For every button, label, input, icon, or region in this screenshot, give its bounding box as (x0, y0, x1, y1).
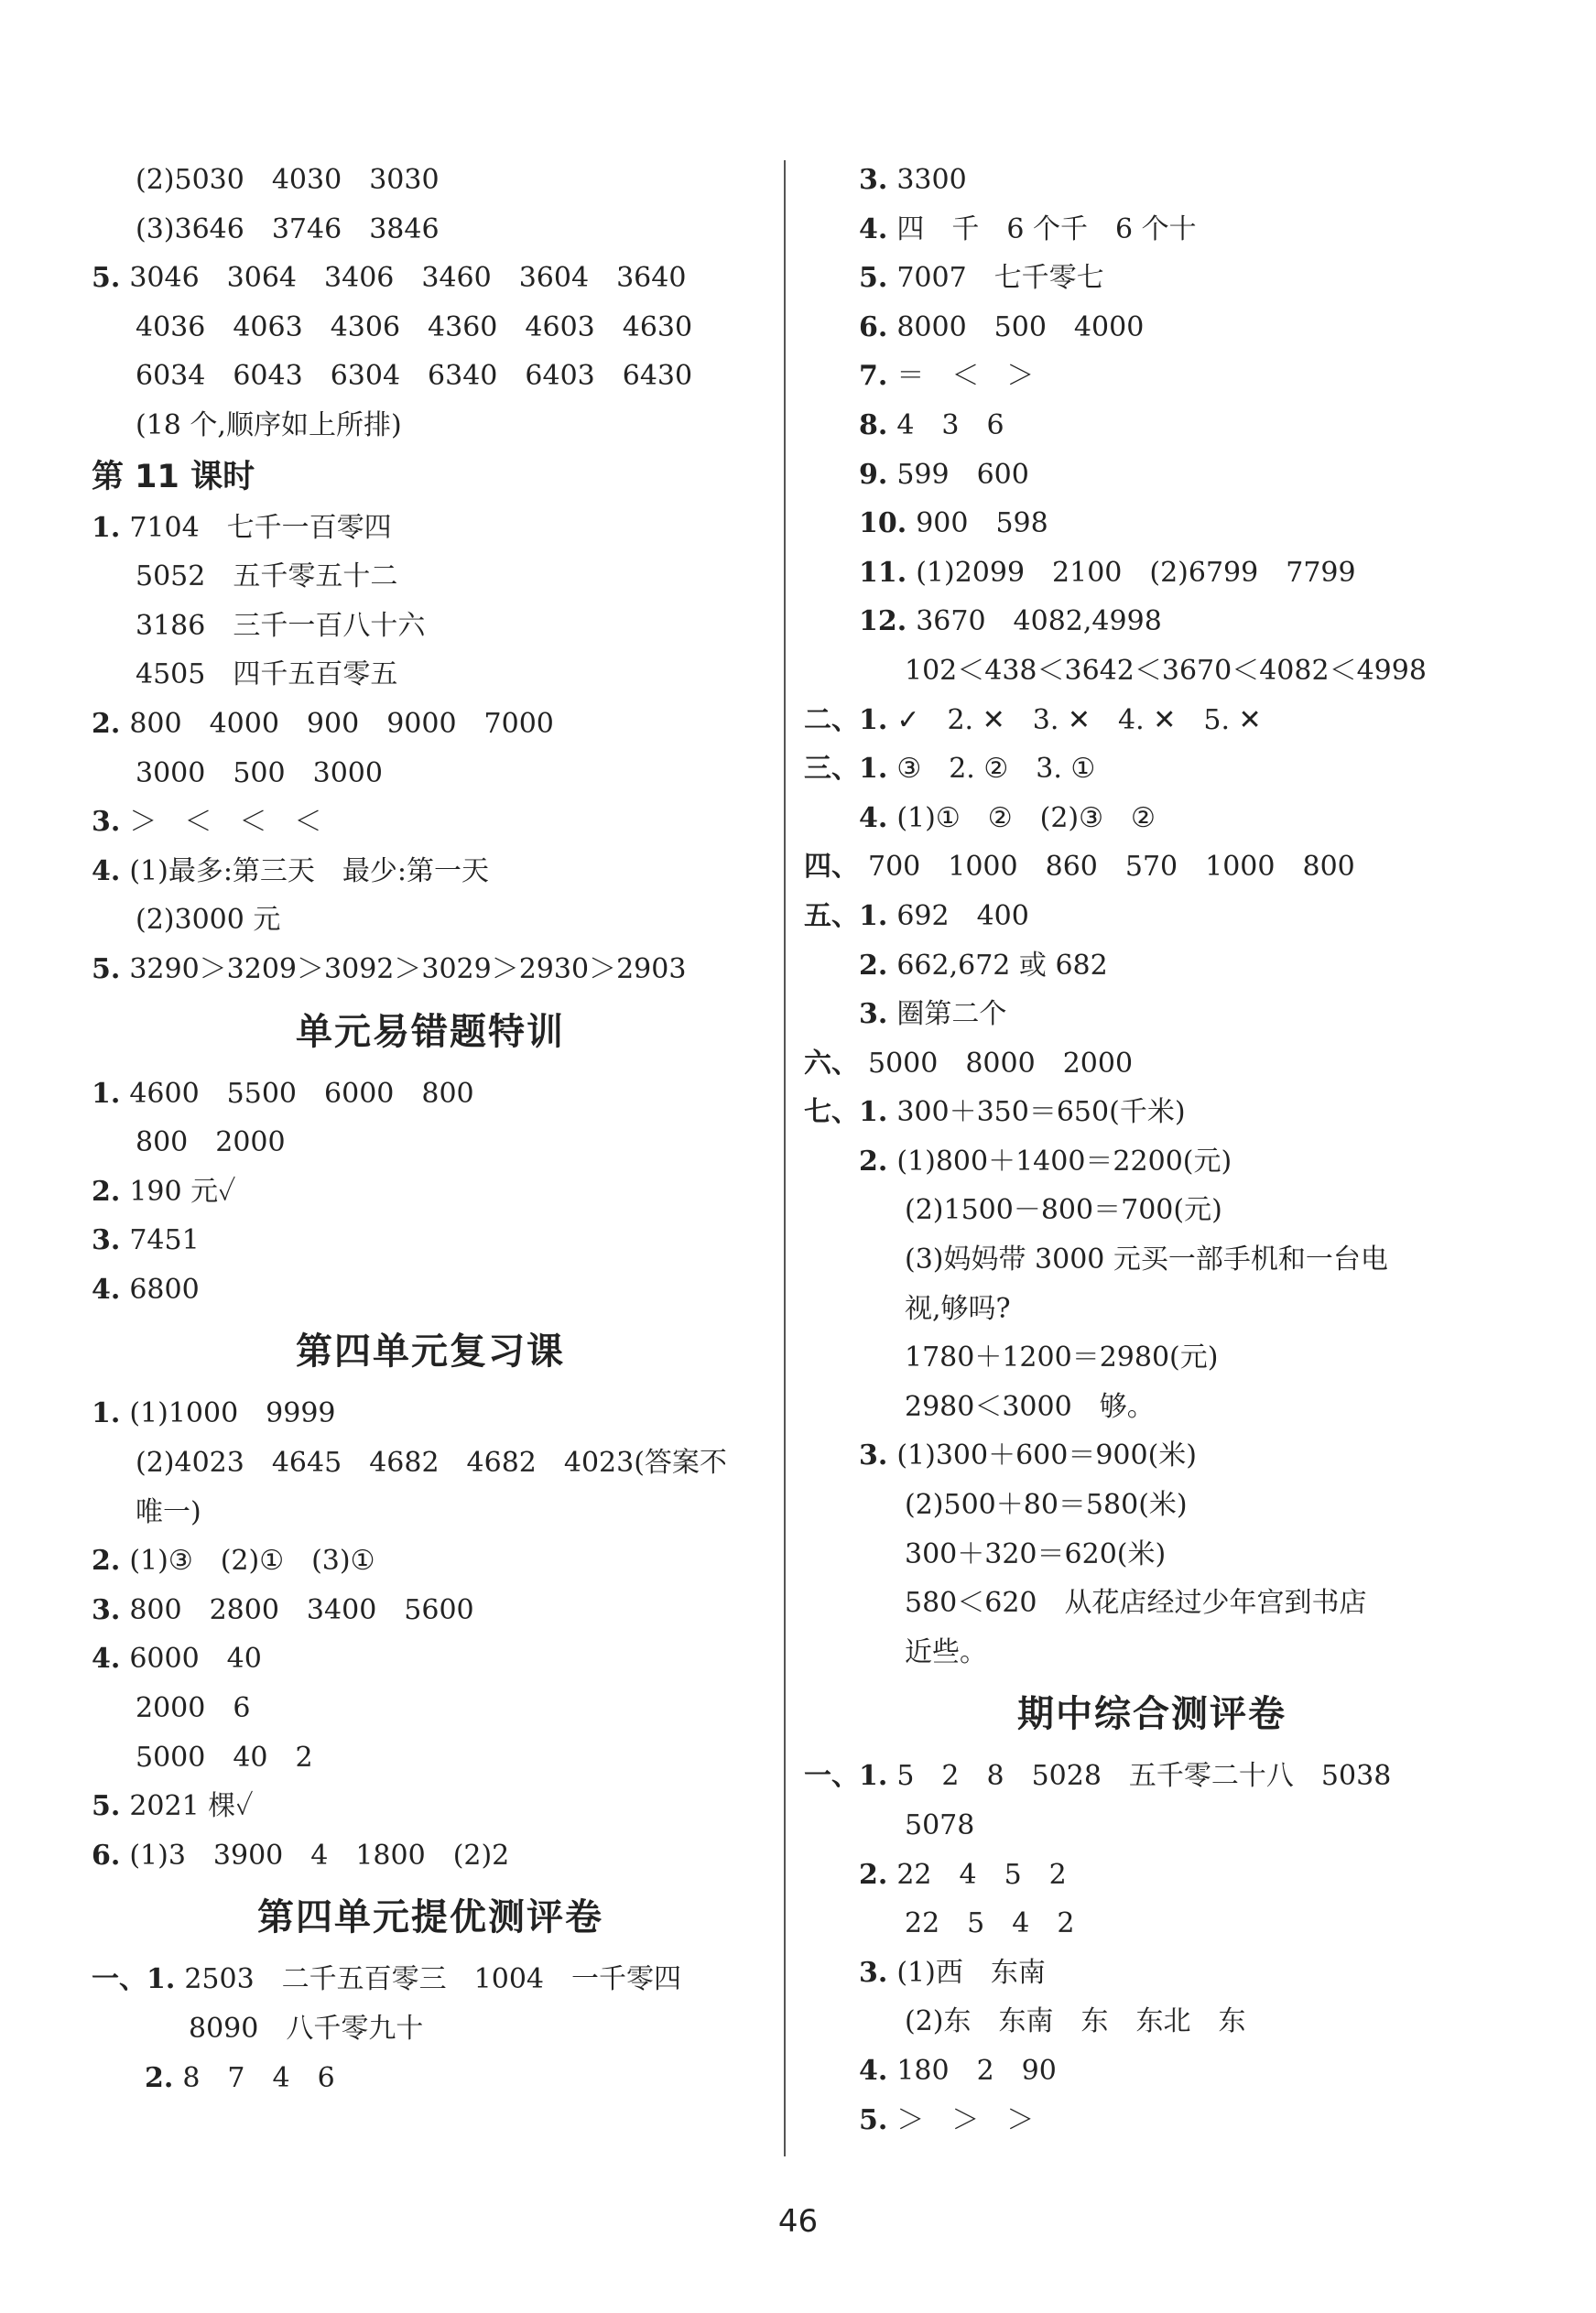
answer-line (804, 1186, 1500, 1235)
question-number: 8. (859, 408, 888, 441)
answer-line (92, 1955, 769, 2004)
answer-text: ＝ ＜ ＞ (896, 360, 1035, 393)
answer-text: 7451 (129, 1224, 200, 1257)
question-number: 6. (859, 310, 888, 343)
question-number: 4. (92, 854, 121, 887)
question-number: 10. (859, 507, 907, 540)
answer-line (92, 1782, 769, 1831)
answer-text: 7007 七千零七 (896, 262, 1104, 295)
answer-line (92, 2054, 769, 2103)
answer-line (92, 798, 769, 847)
answer-line (92, 1389, 769, 1439)
answer-text: 3670 4082,4998 (916, 605, 1162, 638)
answer-text: 2021 棵✓ (129, 1790, 254, 1823)
answer-text: (2)东 东南 东 东北 东 (905, 2005, 1246, 2038)
answer-text: (1)① ② (2)③ ② (896, 801, 1156, 834)
answer-text: 1780＋1200＝2980(元) (905, 1341, 1219, 1374)
answer-line (92, 749, 769, 798)
answer-text: 近些。 (905, 1635, 987, 1668)
question-number: 2. (92, 707, 121, 740)
answer-line (92, 401, 769, 451)
section-title: 期中综合测评卷 (1017, 1693, 1287, 1736)
answer-line (92, 1634, 769, 1684)
answer-line (804, 1039, 1500, 1089)
answer-text: 8000 500 4000 (896, 310, 1145, 343)
answer-line (92, 650, 769, 700)
question-number: 三、1. (804, 753, 888, 786)
answer-text: 900 598 (916, 507, 1048, 540)
answer-line (804, 794, 1500, 843)
answer-line (804, 2047, 1500, 2096)
answer-text: 800 4000 900 9000 7000 (129, 707, 554, 740)
question-number: 3. (859, 1439, 888, 1472)
answer-text: 8090 八千零九十 (189, 2013, 424, 2045)
answer-text: 180 2 90 (896, 2054, 1057, 2087)
answer-line (804, 1431, 1500, 1481)
question-number: 2. (92, 1175, 121, 1208)
question-number: 2. (859, 1858, 888, 1891)
question-number: 一、1. (804, 1760, 888, 1793)
answer-text: (1)③ (2)① (3)① (129, 1545, 375, 1578)
answer-text: (1)1000 9999 (129, 1397, 336, 1430)
answer-text: (2)500＋80＝580(米) (905, 1489, 1188, 1522)
answer-line (804, 1851, 1500, 1900)
question-number: 1. (92, 1397, 121, 1430)
question-number: 2. (859, 1145, 888, 1178)
question-number: 5. (92, 1790, 121, 1823)
answer-line (92, 352, 769, 401)
answer-text: 3186 三千一百八十六 (136, 609, 426, 642)
answer-line (804, 303, 1500, 353)
answer-text: 22 5 4 2 (905, 1907, 1075, 1940)
answer-text: ＞ ＞ ＞ (896, 2103, 1035, 2136)
answer-line (92, 945, 769, 994)
answer-text: (2)4023 4645 4682 4682 4023(答案不 (136, 1447, 727, 1480)
answer-text: 5 2 8 5028 五千零二十八 5038 (896, 1760, 1392, 1793)
answer-text: 唯一) (136, 1495, 201, 1528)
question-number: 3. (859, 1956, 888, 1989)
question-number: 4. (859, 801, 888, 834)
answer-text: 5078 (905, 1809, 975, 1841)
answer-text: (2)3000 元 (136, 904, 281, 937)
answer-text: (1)800＋1400＝2200(元) (896, 1145, 1232, 1178)
answer-text: (18 个,顺序如上所排) (136, 408, 402, 441)
answer-text: ③ 2. ② 3. ① (896, 753, 1096, 786)
question-number: 3. (92, 806, 121, 839)
question-number: 5. (859, 2103, 888, 2136)
answer-text: (3)妈妈带 3000 元买一部手机和一台电 (905, 1243, 1388, 1276)
answer-text: 3000 500 3000 (136, 756, 383, 789)
answer-line (804, 892, 1500, 941)
answer-line (804, 1899, 1500, 1949)
answer-line (804, 401, 1500, 451)
answer-text: 599 600 (896, 458, 1029, 491)
answer-text: 圈第二个 (896, 998, 1007, 1031)
question-number: 11. (859, 556, 907, 589)
answer-text: 800 2000 (136, 1126, 286, 1159)
answer-text: 580＜620 从花店经过少年宫到书店 (905, 1587, 1367, 1620)
answer-line (92, 2004, 769, 2054)
question-number: 1. (92, 1077, 121, 1110)
question-number: 3. (92, 1593, 121, 1626)
answer-line (92, 602, 769, 651)
question-number: 2. (145, 2061, 174, 2094)
answer-line (92, 254, 769, 303)
answer-text: 6034 6043 6304 6340 6403 6430 (136, 360, 693, 393)
answer-line (804, 1235, 1500, 1285)
question-number: 4. (92, 1643, 121, 1676)
answer-line (804, 1333, 1500, 1383)
answer-text: 300＋320＝620(米) (905, 1537, 1167, 1570)
question-number: 12. (859, 605, 907, 638)
answer-line (804, 696, 1500, 745)
answer-line (92, 1118, 769, 1167)
answer-line (804, 451, 1500, 500)
answer-line (92, 1265, 769, 1315)
answer-text: ✓ 2. ✕ 3. ✕ 4. ✕ 5. ✕ (896, 703, 1262, 736)
answer-text: 3300 (896, 164, 967, 196)
question-number: 3. (859, 998, 888, 1031)
answer-line (804, 744, 1500, 794)
answer-line (804, 1530, 1500, 1580)
answer-line (804, 205, 1500, 255)
answer-text: 4036 4063 4306 4360 4603 4630 (136, 310, 693, 343)
answer-text: 300＋350＝650(千米) (896, 1096, 1186, 1129)
answer-text: ＞ ＜ ＜ ＜ (129, 806, 322, 839)
answer-line (804, 1579, 1500, 1628)
answer-text: (3)3646 3746 3846 (136, 212, 440, 245)
answer-line (92, 700, 769, 749)
question-number: 7. (859, 360, 888, 393)
answer-text: (1)最多:第三天 最少:第一天 (129, 854, 490, 887)
answer-text: 4 3 6 (896, 408, 1004, 441)
answer-line (92, 847, 769, 896)
answer-line (92, 1216, 769, 1265)
answer-text: 3046 3064 3406 3460 3604 3640 (129, 262, 687, 295)
answer-text: 4505 四千五百零五 (136, 658, 398, 691)
answer-line (804, 1949, 1500, 1998)
answer-line (92, 1733, 769, 1783)
answer-line (92, 1070, 769, 1119)
question-number: 4. (859, 2054, 888, 2087)
question-number: 5. (859, 262, 888, 295)
answer-text: 8 7 4 6 (182, 2061, 335, 2094)
answer-text: 5052 五千零五十二 (136, 560, 398, 593)
question-number: 5. (92, 262, 121, 295)
answer-line (92, 1167, 769, 1217)
answer-line (804, 1137, 1500, 1187)
question-number: 五、1. (804, 899, 888, 932)
answer-line (804, 1383, 1500, 1432)
answer-line (92, 1831, 769, 1881)
answer-line (804, 842, 1500, 892)
answer-line (804, 646, 1500, 696)
answer-line (804, 1481, 1500, 1530)
question-number: 二、1. (804, 703, 888, 736)
answer-text: 22 4 5 2 (896, 1858, 1067, 1891)
answer-text: 7104 七千一百零四 (129, 511, 392, 544)
answer-line (804, 548, 1500, 598)
question-number: 3. (92, 1224, 121, 1257)
answer-line (92, 1586, 769, 1635)
answer-line (804, 499, 1500, 548)
right-column (804, 156, 1500, 2145)
lesson-heading: 第 11 课时 (92, 458, 255, 495)
answer-text: 3290＞3209＞3092＞3029＞2930＞2903 (129, 952, 687, 985)
answer-text: 2000 6 (136, 1692, 251, 1725)
answer-line (92, 1537, 769, 1586)
answer-line (804, 941, 1500, 991)
answer-text: (1)3 3900 4 1800 (2)2 (129, 1839, 510, 1872)
question-number: 3. (859, 164, 888, 196)
answer-line (92, 504, 769, 553)
answer-line (804, 1088, 1500, 1137)
question-number: 2. (92, 1545, 121, 1578)
question-number: 4. (92, 1273, 121, 1306)
answer-text: (2)5030 4030 3030 (136, 164, 440, 196)
question-number: 1. (92, 511, 121, 544)
answer-text: 662,672 或 682 (896, 949, 1108, 982)
answer-text: 102＜438＜3642＜3670＜4082＜4998 (905, 654, 1427, 687)
answer-line (804, 352, 1500, 401)
answer-text: 5000 40 2 (136, 1741, 313, 1774)
question-number: 七、1. (804, 1096, 888, 1129)
answer-line (92, 896, 769, 945)
section-title: 第四单元提优测评卷 (257, 1896, 603, 1939)
answer-text: (1)300＋600＝900(米) (896, 1439, 1198, 1472)
answer-text: 6000 40 (129, 1643, 262, 1676)
question-number: 5. (92, 952, 121, 985)
left-column (92, 156, 769, 2102)
answer-line (92, 303, 769, 353)
answer-line (804, 1285, 1500, 1334)
question-number: 6. (92, 1839, 121, 1872)
answer-line (804, 597, 1500, 646)
answer-text: (1)2099 2100 (2)6799 7799 (916, 556, 1356, 589)
question-number: 四、 (804, 851, 859, 884)
answer-line (804, 254, 1500, 303)
answer-text: 800 2800 3400 5600 (129, 1593, 474, 1626)
answer-text: 四 千 6 个千 6 个十 (896, 212, 1197, 245)
answer-line (804, 1628, 1500, 1678)
answer-line (804, 1801, 1500, 1851)
answer-line (804, 156, 1500, 205)
section-title: 单元易错题特训 (296, 1010, 565, 1053)
question-number: 9. (859, 458, 888, 491)
answer-text: (2)1500－800＝700(元) (905, 1194, 1222, 1227)
answer-line (92, 1488, 769, 1537)
answer-text: 2503 二千五百零三 1004 一千零四 (184, 1963, 682, 1996)
answer-text: 4600 5500 6000 800 (129, 1077, 474, 1110)
answer-line (92, 1684, 769, 1733)
answer-line (92, 552, 769, 602)
answer-line (92, 156, 769, 205)
question-number: 2. (859, 949, 888, 982)
page-number: 46 (777, 2203, 819, 2240)
answer-text: 5000 8000 2000 (868, 1047, 1134, 1080)
answer-text: 700 1000 860 570 1000 800 (868, 851, 1355, 884)
answer-line (92, 205, 769, 255)
question-number: 六、 (804, 1047, 859, 1080)
answer-line (92, 1439, 769, 1488)
answer-text: 692 400 (896, 899, 1029, 932)
answer-line (804, 990, 1500, 1039)
answer-text: 视,够吗? (905, 1292, 1011, 1325)
section-title: 第四单元复习课 (296, 1330, 565, 1374)
question-number: 4. (859, 212, 888, 245)
question-number: 一、1. (92, 1963, 176, 1996)
answer-text: (1)西 东南 (896, 1956, 1046, 1989)
column-divider (784, 160, 786, 2156)
answer-text: 2980＜3000 够。 (905, 1390, 1155, 1423)
answer-line (804, 1997, 1500, 2047)
answer-line (804, 2096, 1500, 2145)
answer-text: 190 元✓ (129, 1175, 236, 1208)
answer-text: 6800 (129, 1273, 200, 1306)
answer-line (804, 1752, 1500, 1801)
